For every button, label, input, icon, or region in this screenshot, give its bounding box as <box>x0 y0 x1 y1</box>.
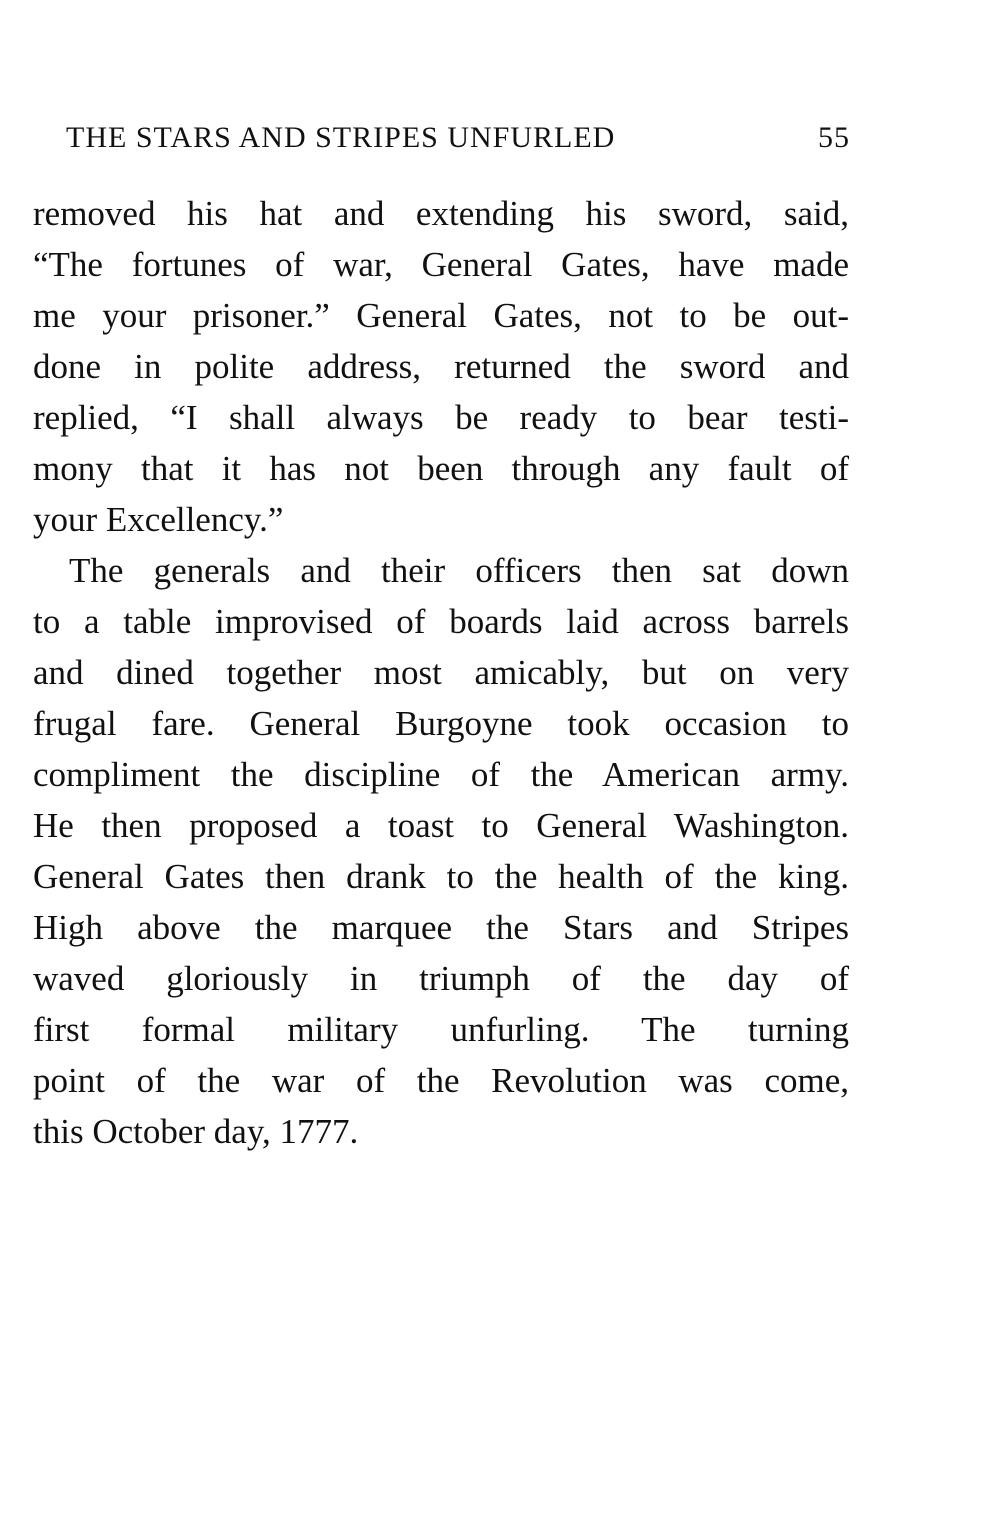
text-line: me your prisoner.” General Gates, not to be out- <box>33 296 849 335</box>
body-text <box>33 188 849 1157</box>
text-line: first formal military unfurling. The turning <box>33 1010 849 1049</box>
paragraph-1 <box>33 188 849 545</box>
text-line: High above the marquee the Stars and Stripes <box>33 908 849 947</box>
text-line: removed his hat and extending his sword, said, <box>33 194 849 233</box>
text-line: waved gloriously in triumph of the day of <box>33 959 849 998</box>
text-line: The generals and their officers then sat down <box>69 551 849 590</box>
text-line: compliment the discipline of the American army. <box>33 755 849 794</box>
text-line: He then proposed a toast to General Washington. <box>33 806 849 845</box>
text-line: done in polite address, returned the sword and <box>33 347 849 386</box>
text-line: point of the war of the Revolution was come, <box>33 1061 849 1100</box>
page-number: 55 <box>818 121 850 154</box>
text-line: this October day, 1777. <box>33 1112 359 1151</box>
running-head <box>66 116 850 160</box>
paragraph-2 <box>33 545 849 1157</box>
text-line: your Excellency.” <box>33 500 284 539</box>
text-line: to a table improvised of boards laid across barrels <box>33 602 849 641</box>
text-line: General Gates then drank to the health of the king. <box>33 857 849 896</box>
text-line: and dined together most amicably, but on very <box>33 653 849 692</box>
running-head-title: THE STARS AND STRIPES UNFURLED <box>66 121 616 154</box>
text-line: “The fortunes of war, General Gates, have made <box>33 245 849 284</box>
text-line: frugal fare. General Burgoyne took occasion to <box>33 704 849 743</box>
text-line: replied, “I shall always be ready to bear testi- <box>33 398 849 437</box>
text-line: mony that it has not been through any fault of <box>33 449 849 488</box>
